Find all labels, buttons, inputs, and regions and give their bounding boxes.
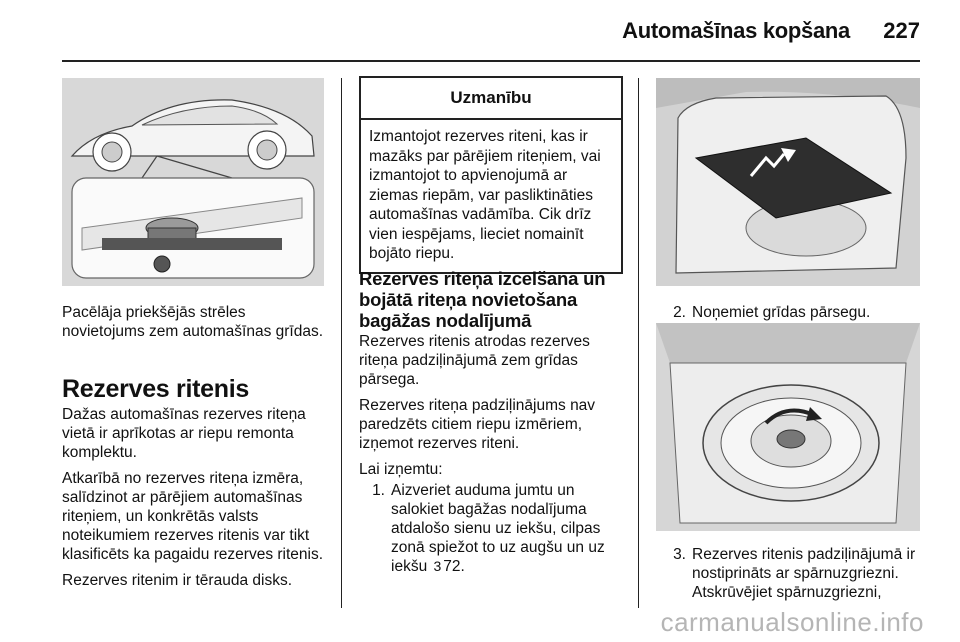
paragraph: Rezerves ritenis atrodas rezerves riteņa padziļinājumā zem grīdas pārsega.: [359, 333, 590, 388]
warning-box: [359, 76, 623, 274]
step-number: 3.: [673, 546, 686, 563]
step-text: Noņemiet grīdas pārsegu.: [692, 304, 871, 321]
paragraph: Lai izņemtu:: [359, 461, 443, 478]
spare-wheel-drawing: [656, 323, 920, 531]
running-header-title: Automašīnas kopšana: [622, 18, 850, 43]
paragraph: Atkarībā no rezerves riteņa izmēra, salīdzinot ar pārējiem automašīnas riteņiem, un konkrētās valsts noteikumiem rezerves ritenis var tikt klasificēts ka pagaidu rezerves ritenis.: [62, 470, 324, 563]
step-text: Aizveriet auduma jumtu un salokiet bagāžas nodalījuma atdalošo sienu uz iekšu, cilpas zonā spiežot to uz augšu un uz iekšu: [391, 482, 605, 575]
step-1: [359, 481, 631, 576]
step-text: Rezerves ritenis padziļinājumā ir nostiprināts ar spārnuzgriezni. Atskrūvējiet spārnuzgriezni,: [692, 546, 916, 601]
step-2: [660, 303, 922, 322]
step-number: 2.: [673, 304, 686, 321]
spare-wheel-illustration: [656, 323, 920, 531]
header-divider: [62, 60, 920, 62]
paragraph: Rezerves ritenim ir tērauda disks.: [62, 572, 292, 589]
subsection-body: [359, 332, 631, 576]
section-title: Rezerves ritenis: [62, 375, 249, 403]
paragraph: Dažas automašīnas rezerves riteņa vietā ir aprīkotas ar riepu remonta komplektu.: [62, 406, 306, 461]
warning-title: Uzmanību: [361, 78, 621, 120]
car-jack-drawing: [62, 78, 324, 286]
column-divider-left: [341, 78, 342, 608]
paragraph: Rezerves riteņa padziļinājums nav paredzēts citiem riepu izmēriem, izņemot rezerves riteni.: [359, 397, 596, 452]
watermark: carmanualsonline.info: [660, 607, 924, 637]
column-divider-right: [638, 78, 639, 608]
floor-cover-drawing: [656, 78, 920, 286]
figure-caption: Pacēlāja priekšējās strēles novietojums zem automašīnas grīdas.: [62, 304, 324, 340]
page-number: 227: [883, 18, 920, 43]
jack-position-illustration: [62, 78, 324, 286]
section-body: [62, 405, 332, 597]
trunk-floor-illustration: [656, 78, 920, 286]
step-3: [660, 545, 922, 602]
subsection-title: Rezerves riteņa izcelšana un bojātā riteņa novietošana bagāžas nodalījumā: [359, 268, 606, 331]
step-number: 1.: [372, 482, 385, 499]
warning-text: Izmantojot rezerves riteni, kas ir mazāks par pārējiem riteņiem, vai izmantojot to apvienojumā ar ziemas riepām, var pasliktināties automašīnas vadāmība. Cik drīz vien iespējams, lieciet nomainīt bojāto riepu.: [369, 128, 601, 262]
page-reference-icon: 3: [433, 558, 442, 574]
page-reference-link[interactable]: 72.: [443, 558, 465, 575]
